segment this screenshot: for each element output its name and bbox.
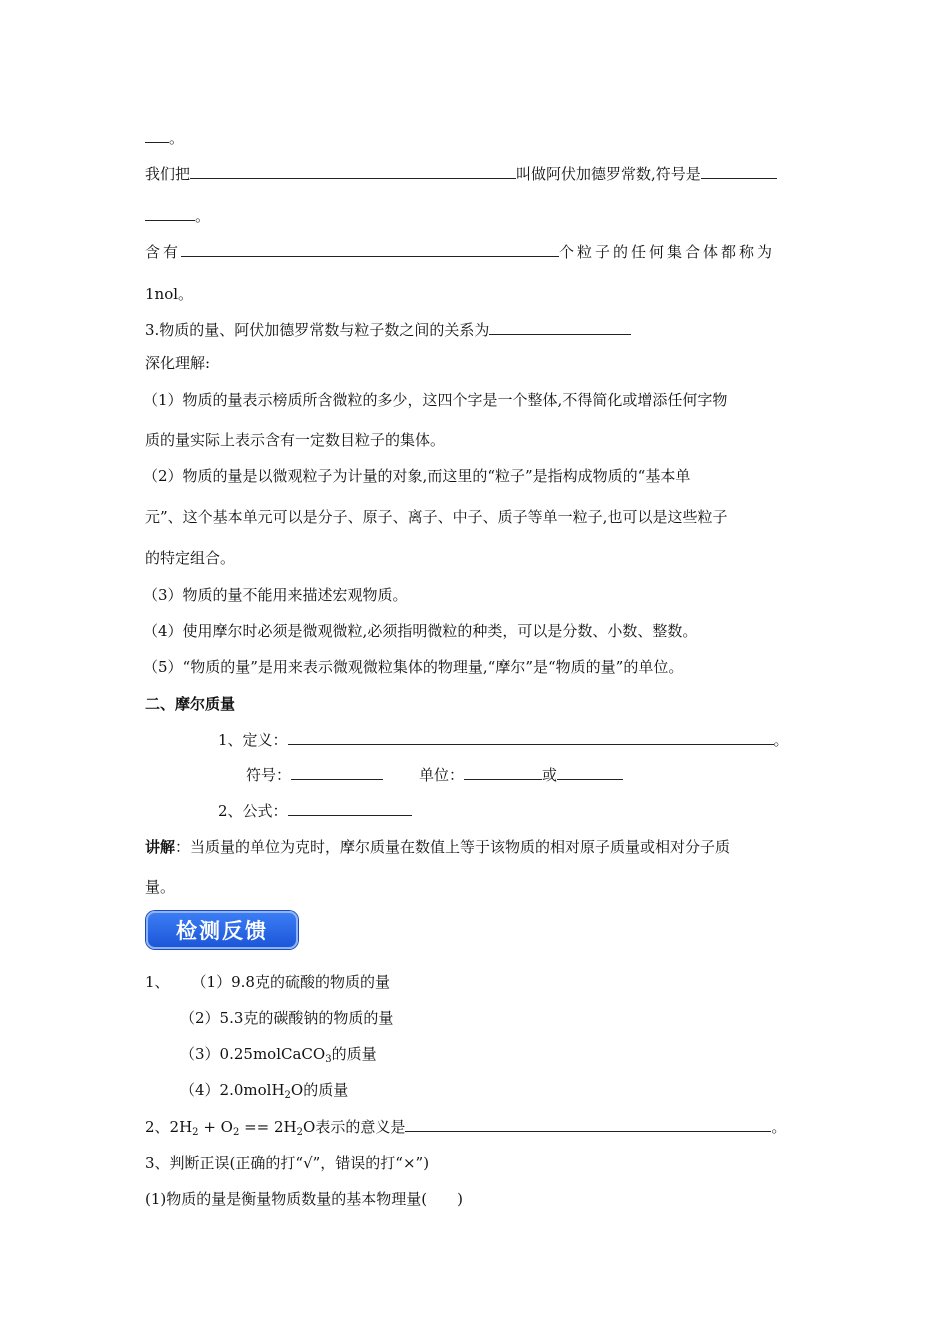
fill-blank[interactable] bbox=[557, 765, 623, 780]
question-2: 2、$2H_2 + O_2 == 2H_2O$表示的意义是 。 bbox=[145, 1118, 787, 1138]
fill-blank[interactable] bbox=[288, 801, 412, 816]
point-3: （3）物质的量不能用来描述宏观物质。 bbox=[143, 586, 408, 604]
fill-blank[interactable] bbox=[464, 765, 542, 780]
point-5: （5）“物质的量”是用来表示微观微粒集体的物理量,“摩尔”是“物质的量”的单位。 bbox=[143, 658, 684, 676]
fill-blank[interactable] bbox=[288, 730, 774, 745]
fill-blank[interactable] bbox=[145, 206, 195, 221]
fill-blank[interactable] bbox=[145, 128, 169, 143]
point-1b: 质的量实际上表示含有一定数目粒子的集体。 bbox=[145, 431, 446, 449]
point-2c: 的特定组合。 bbox=[145, 549, 236, 567]
line-1: 。 bbox=[145, 128, 184, 148]
point-1a: （1）物质的量表示榜质所含微粒的多少，这四个字是一个整体,不得简化或增添任何字物 bbox=[143, 391, 728, 409]
question-3-1: (1)物质的量是衡量物质数量的基本物理量( ) bbox=[145, 1190, 463, 1208]
explanation-a: 讲解：当质量的单位为克时，摩尔质量在数值上等于该物质的相对原子质量或相对分子质 bbox=[145, 838, 731, 856]
fill-blank[interactable] bbox=[405, 1117, 771, 1132]
fill-blank[interactable] bbox=[489, 320, 631, 335]
fill-blank[interactable] bbox=[190, 164, 516, 179]
point-2b: 元”、这个基本单元可以是分子、原子、离子、中子、质子等单一粒子,也可以是这些粒子 bbox=[145, 508, 728, 526]
feedback-badge: 检测反馈 bbox=[146, 911, 298, 949]
fill-blank[interactable] bbox=[701, 164, 777, 179]
point-2a: （2）物质的量是以微观粒子为计量的对象,而这里的“粒子”是指构成物质的“基本单 bbox=[143, 467, 691, 485]
section-heading-molar-mass: 二、摩尔质量 bbox=[145, 695, 236, 713]
line-3: 。 bbox=[145, 206, 210, 226]
question-1-1: 1、 （1）9.8克的硫酸的物质的量 bbox=[145, 973, 390, 991]
question-1-4: （4）2.0molH$_2$O的质量 bbox=[180, 1081, 349, 1101]
line-mol-definition: 含有 个粒子的任何集合体都称为 bbox=[145, 243, 776, 261]
deep-understanding-heading: 深化理解: bbox=[145, 354, 211, 372]
fill-blank[interactable] bbox=[181, 242, 559, 257]
fill-blank[interactable] bbox=[291, 765, 383, 780]
line-relationship: 3.物质的量、阿伏加德罗常数与粒子数之间的关系为 bbox=[145, 320, 631, 340]
line-5: 1nol。 bbox=[145, 285, 194, 303]
molar-mass-symbol-unit: 符号： 单位： 或 bbox=[246, 765, 623, 785]
molar-mass-definition: 1、定义： 。 bbox=[218, 731, 789, 749]
question-1-2: （2）5.3克的碳酸钠的物质的量 bbox=[180, 1009, 394, 1027]
question-3: 3、判断正误(正确的打“√”，错误的打“×”) bbox=[145, 1154, 430, 1172]
question-1-3: （3）0.25molCaCO$_3$的质量 bbox=[180, 1045, 377, 1065]
line-avogadro-definition: 我们把 叫做阿伏加德罗常数,符号是 bbox=[145, 164, 777, 184]
point-4: （4）使用摩尔时必须是微观微粒,必须指明微粒的种类，可以是分数、小数、整数。 bbox=[143, 622, 698, 640]
molar-mass-formula: 2、公式： bbox=[218, 801, 412, 821]
explanation-b: 量。 bbox=[145, 878, 176, 896]
